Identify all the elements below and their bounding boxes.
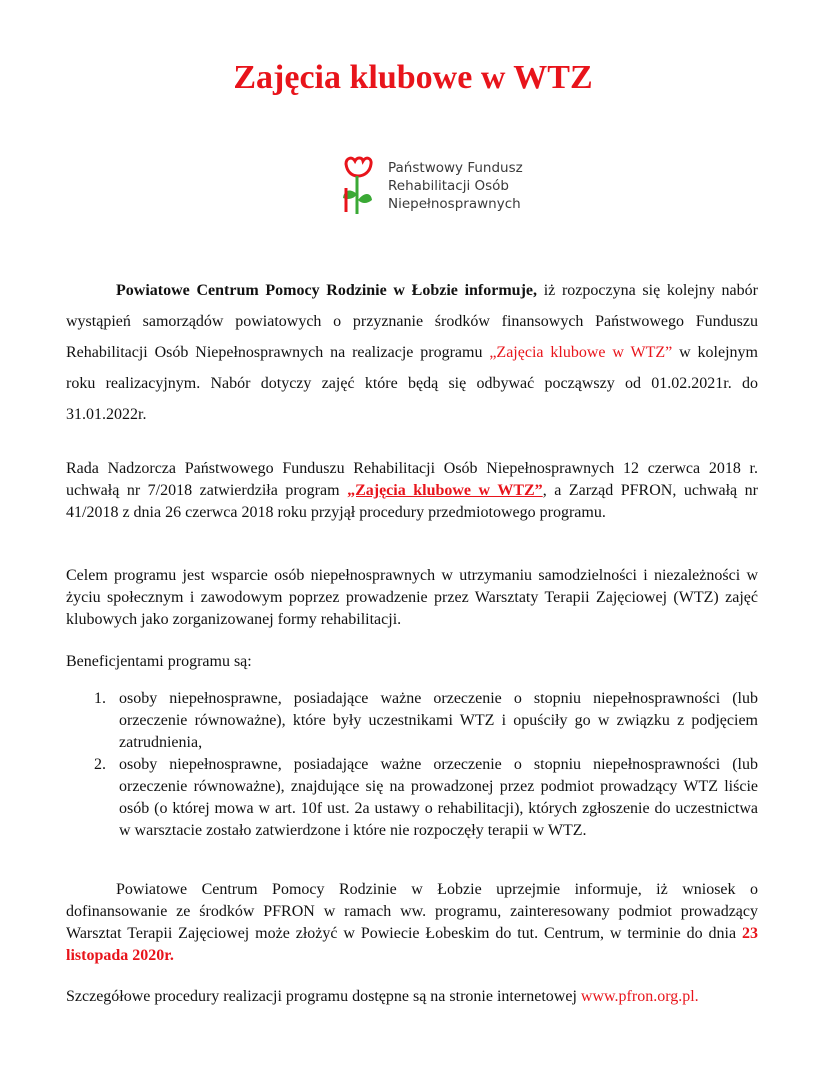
pfron-tulip-icon: [338, 154, 378, 218]
beneficiaries-heading: Beneficjentami programu są:: [66, 653, 252, 670]
intro-program-name: „Zajęcia klubowe w WTZ”: [489, 344, 673, 361]
intro-text-1: iż rozpoczyna się kolejny nabór wystąpień samorządów powiatowych o przyznanie środków finansowych Państwowego Funduszu Rehabilitacji Osób Niepełnosprawnych na realizacje programu: [66, 282, 758, 361]
list-item: [66, 754, 758, 842]
approval-program-name: „Zajęcia klubowe w WTZ”: [347, 482, 543, 499]
list-item: [66, 688, 758, 754]
procedures-paragraph: [66, 986, 758, 1008]
application-info-text: Powiatowe Centrum Pomocy Rodzinie w Łobzie uprzejmie informuje, iż wniosek o dofinansowanie ze środków PFRON w ramach ww. programu, zainteresowany podmiot prowadzący Warsztat Terapii Zajęciowej może złożyć w Powiecie Łobeskim do tut. Centrum, w terminie do dnia: [66, 881, 758, 942]
beneficiaries-list: [66, 688, 758, 842]
approval-text-2: , a Zarząd PFRON, uchwałą nr 41/2018 z dnia 26 czerwca 2018 roku przyjął procedury przedmiotowego programu.: [66, 482, 759, 521]
page-title: Zajęcia klubowe w WTZ: [233, 59, 593, 96]
logo-line-3: Niepełnosprawnych: [388, 196, 521, 212]
pfron-logo: [338, 150, 558, 222]
program-goal-paragraph: Celem programu jest wsparcie osób niepełnosprawnych w utrzymaniu samodzielności i niezależności w życiu społecznym i zawodowym poprzez prowadzenie przez Warsztaty Terapii Zajęciowej (WTZ) zajęć klubowych jako zorganizowanej formy rehabilitacji.: [66, 567, 758, 628]
application-info-paragraph: [66, 879, 758, 967]
list-item-number: 1.: [94, 690, 106, 707]
application-deadline: 23 listopada 2020r.: [66, 925, 758, 964]
procedures-text: Szczegółowe procedury realizacji programu dostępne są na stronie internetowej: [66, 988, 581, 1005]
list-item-text: osoby niepełnosprawne, posiadające ważne orzeczenie o stopniu niepełnosprawności (lub orzeczenie równoważne), znajdujące się na prowadzonej przez podmiot prowadzący WTZ liście osób (o której mowa w art. 10f ust. 2a ustawy o rehabilitacji), których zgłoszenie do uczestnictwa w warsztacie zostało zatwierdzone i które nie rozpoczęły terapii w WTZ.: [119, 756, 758, 839]
intro-lead: Powiatowe Centrum Pomocy Rodzinie w Łobzie informuje,: [116, 282, 538, 299]
intro-paragraph: [66, 275, 758, 430]
intro-text-2: w kolejnym roku realizacyjnym. Nabór dotyczy zajęć które będą się odbywać począwszy od 01.02.2021r. do 31.01.2022r.: [66, 344, 758, 423]
pfron-logo-text: [388, 159, 523, 213]
list-item-text: osoby niepełnosprawne, posiadające ważne orzeczenie o stopniu niepełnosprawności (lub orzeczenie równoważne), które były uczestnikami WTZ i opuściły go w związku z podjęciem zatrudnienia,: [119, 690, 758, 751]
logo-line-2: Rehabilitacji Osób: [388, 178, 509, 194]
program-approval-paragraph: [66, 458, 758, 524]
pfron-website-link[interactable]: www.pfron.org.pl.: [580, 988, 699, 1005]
approval-text-1: Rada Nadzorcza Państwowego Funduszu Rehabilitacji Osób Niepełnosprawnych 12 czerwca 2018 r. uchwałą nr 7/2018 zatwierdziła program: [66, 460, 758, 499]
list-item-number: 2.: [94, 756, 106, 773]
logo-line-1: Państwowy Fundusz: [388, 160, 523, 176]
